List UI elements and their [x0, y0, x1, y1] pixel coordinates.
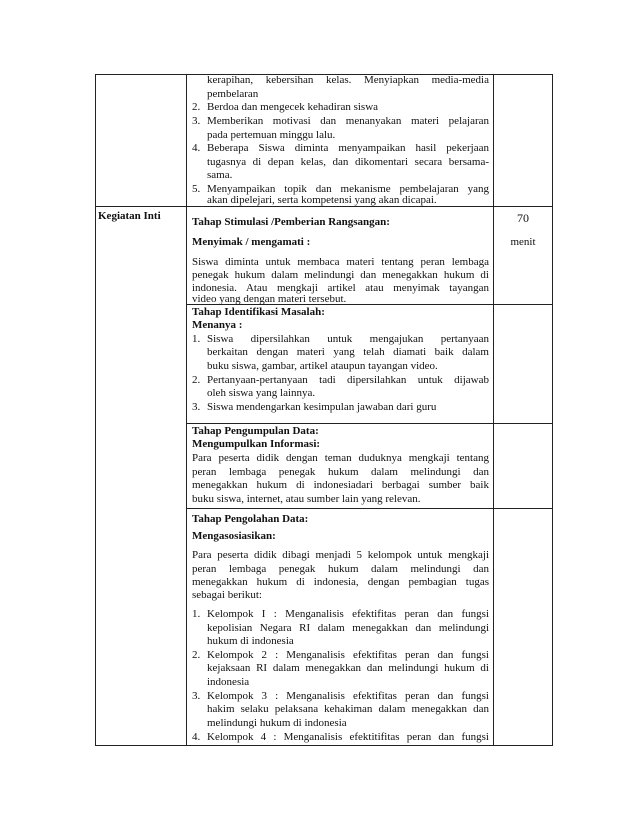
identifikasi-item1-line2: berkaitan dengan materi yang telah diamati baik dalam	[207, 346, 489, 358]
kelompok1-line1: Kelompok I : Menganalisis efektifitas peran dan fungsi	[207, 608, 489, 620]
kelompok2-number: 2.	[192, 649, 201, 661]
intro-item5-number: 5.	[192, 183, 201, 195]
intro-item3-number: 3.	[192, 115, 201, 127]
pengumpulan-text-line2: peran lembaga penegak hukum dalam melindungi dan	[192, 466, 489, 478]
table-divider-col2	[493, 74, 494, 746]
identifikasi-item1-number: 1.	[192, 333, 201, 345]
kelompok3-line1: Kelompok 3 : Menganalisis efektifitas peran dan fungsi	[207, 690, 489, 702]
identifikasi-item2-line1: Pertanyaan-pertanyaan tadi dipersilahkan untuk dijawab	[207, 374, 489, 386]
intro-item5-line1: Menyampaikan topik dan mekanisme pembelajaran yang	[207, 183, 489, 195]
intro-item4-number: 4.	[192, 142, 201, 154]
identifikasi-item3-number: 3.	[192, 401, 201, 413]
identifikasi-item1-line1: Siswa dipersilahkan untuk mengajukan pertanyaan	[207, 333, 489, 345]
pengolahan-title: Tahap Pengolahan Data:	[192, 513, 309, 525]
pengolahan-text-line2: peran lembaga penegak hukum dalam melindungi dan	[192, 563, 489, 575]
pengolahan-text-line1: Para peserta didik dibagi menjadi 5 kelompok untuk mengkaji	[192, 549, 489, 561]
identifikasi-item3-line1: Siswa mendengarkan kesimpulan jawaban dari guru	[207, 401, 437, 413]
intro-item4-line2: tugasnya di depan kelas, dan dikomentari secara bersama-	[207, 156, 489, 168]
stimulasi-text-line4: video yang dengan materi tersebut.	[192, 293, 347, 305]
intro-item2-line1: Berdoa dan mengecek kehadiran siswa	[207, 101, 379, 113]
identifikasi-item1-line3: buku siswa, gambar, artikel ataupun tayangan video.	[207, 360, 438, 372]
kelompok1-line2: kepolisian Negara RI dalam menegakkan dan melindungi	[207, 622, 489, 634]
intro-item5-line2: akan dipelejari, serta kompetensi yang akan dicapai.	[207, 194, 437, 206]
identifikasi-subtitle: Menanya :	[192, 319, 243, 331]
row-divider-identifikasi	[186, 423, 553, 424]
kelompok3-number: 3.	[192, 690, 201, 702]
stimulasi-text-line1: Siswa diminta untuk membaca materi tentang peran lembaga	[192, 256, 489, 268]
kelompok1-number: 1.	[192, 608, 201, 620]
kelompok3-line2: hakim selaku pelaksana kehakiman dalam menegakkan dan	[207, 703, 489, 715]
kelompok2-line3: indonesia	[207, 676, 250, 688]
pengumpulan-text-line3: menegakkan hukum di indonesiadari berbagai sumber baik	[192, 479, 489, 491]
time-value: 70	[517, 211, 529, 225]
intro-item2-number: 2.	[192, 101, 201, 113]
intro-item4-line3: sama.	[207, 169, 233, 181]
stimulasi-text-line2: penegak hukum dalam melindungi dan menegakkan hukum di	[192, 269, 489, 281]
time-unit: menit	[510, 236, 536, 248]
table-border-left	[95, 74, 96, 746]
kelompok4-line1: Kelompok 4 : Menganalisis efektitifitas peran dan fungsi	[207, 731, 489, 743]
identifikasi-title: Tahap Identifikasi Masalah:	[192, 306, 325, 318]
stimulasi-title: Tahap Stimulasi /Pemberian Rangsangan:	[192, 216, 390, 228]
kelompok2-line2: kejaksaan RI dalam menegakkan dan melindungi hukum di	[207, 662, 489, 674]
pengumpulan-text-line1: Para peserta didik dengan teman duduknya mengkaji tentang	[192, 452, 489, 464]
identifikasi-item2-number: 2.	[192, 374, 201, 386]
row-divider-pengumpulan	[186, 508, 553, 509]
intro-item3-line1: Memberikan motivasi dan menanyakan materi pelajaran	[207, 115, 489, 127]
pengolahan-text-line3: menegakkan hukum di indonesia, dengan pembagian tugas	[192, 576, 489, 588]
stimulasi-subtitle: Menyimak / mengamati :	[192, 236, 311, 248]
identifikasi-item2-line2: oleh siswa yang lainnya.	[207, 387, 316, 399]
pengumpulan-title: Tahap Pengumpulan Data:	[192, 425, 319, 437]
table-border-right	[552, 74, 553, 746]
kelompok1-line3: hukum di indonesia	[207, 635, 294, 647]
kelompok4-number: 4.	[192, 731, 201, 743]
kelompok3-line3: melindungi hukum di indonesia	[207, 717, 347, 729]
intro-item3-line2: pada pertemuan minggu lalu.	[207, 129, 336, 141]
kelompok2-line1: Kelompok 2 : Menganalisis efektifitas peran dan fungsi	[207, 649, 489, 661]
kegiatan-inti-label: Kegiatan Inti	[98, 210, 161, 222]
pengolahan-text-line4: sebagai berikut:	[192, 589, 262, 601]
intro-item4-line1: Beberapa Siswa diminta menyampaikan hasil pekerjaan	[207, 142, 489, 154]
table-divider-col1	[186, 74, 187, 746]
pengumpulan-subtitle: Mengumpulkan Informasi:	[192, 438, 321, 450]
stimulasi-text-line3: indonesia. Atau mengkaji artikel atau menyimak tayangan	[192, 282, 489, 294]
intro-item1-line1: kerapihan, kebersihan kelas. Menyiapkan media-media	[207, 74, 489, 86]
pengolahan-subtitle: Mengasosiasikan:	[192, 530, 276, 542]
intro-item1-line2: pembelaran	[207, 88, 259, 100]
pengumpulan-text-line4: buku siswa, internet, atau sumber lain yang relevan.	[192, 493, 421, 505]
table-border-bottom	[95, 745, 553, 746]
